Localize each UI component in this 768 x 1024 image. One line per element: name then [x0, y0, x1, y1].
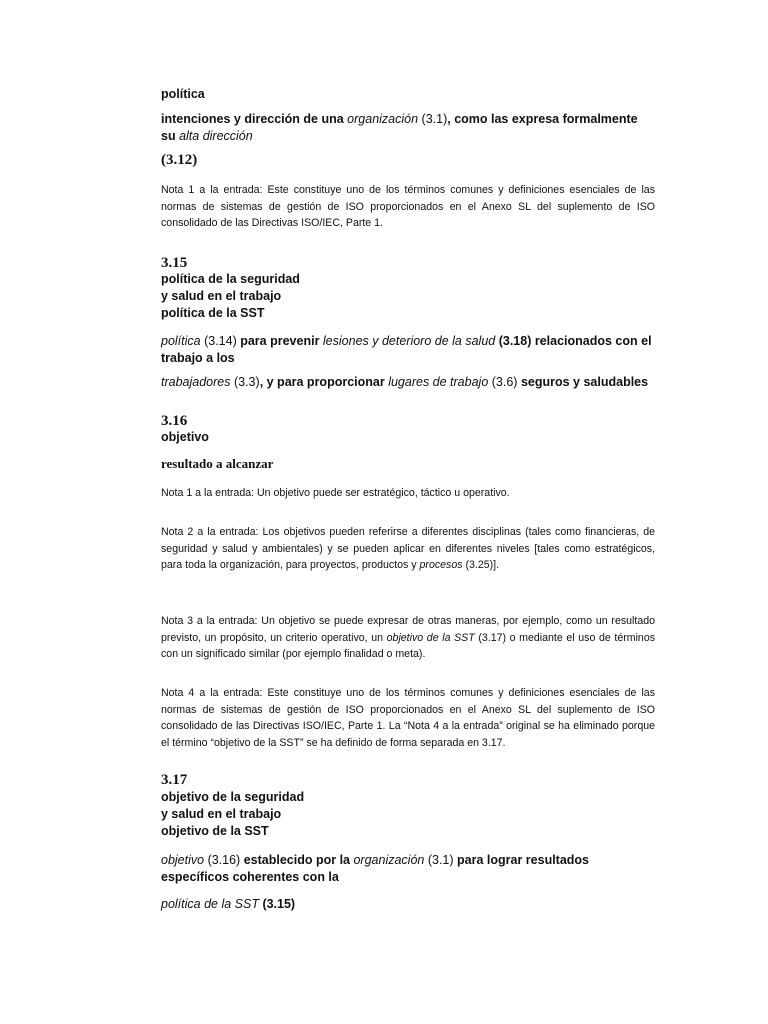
- term-politica: [161, 86, 655, 103]
- def-ref: (3.18): [495, 334, 532, 348]
- note-3-objetivo: [161, 613, 655, 663]
- clause-number-3-16: 3.16: [161, 413, 188, 429]
- definition-politica-sst: [161, 333, 655, 367]
- note-italic: objetivo de la SST: [386, 631, 475, 644]
- term-line: objetivo de la SST: [161, 824, 269, 838]
- def-text: para lograr resultados específicos coherentes con la: [161, 853, 590, 884]
- term-line: y salud en el trabajo: [161, 807, 282, 821]
- definition-politica: [161, 111, 655, 145]
- note-4-objetivo: Nota 4 a la entrada: Este constituye uno de los términos comunes y definiciones esenciales de las normas de sistemas de gestión de ISO proporcionados en el Anexo SL del suplemento de ISO consolidado de las Directivas ISO/IEC, Parte 1. La “Nota 4 a la entrada” original se ha eliminado porque el término “objetivo de la SST” se ha definido de forma separada en 3.17.: [161, 687, 655, 749]
- term-line: política de la seguridad: [161, 272, 300, 286]
- term-objetivo: objetivo: [161, 430, 209, 444]
- def-italic: organización: [347, 112, 419, 126]
- def-italic: organización: [353, 853, 425, 867]
- definition-objetivo-sst: [161, 852, 655, 886]
- def-ref: (3.14): [200, 334, 237, 348]
- def-ref: (3.15): [258, 897, 296, 911]
- def-ref: (3.16): [204, 853, 241, 867]
- def-text: , como las expresa formalmente su: [161, 112, 638, 143]
- def-text: intenciones y dirección de una: [161, 112, 348, 126]
- def-ref: (3.1): [424, 853, 454, 867]
- definition-objetivo: resultado a alcanzar: [161, 456, 274, 471]
- note-text: Nota 2 a la entrada: Los objetivos pueden referirse a diferentes disciplinas (tales como financieras, de seguridad y salud y ambientales) y se pueden aplicar en diferentes niveles [tales como estratégicos, para toda la organización, para proyectos, productos y: [161, 526, 655, 571]
- def-italic: alta dirección: [179, 129, 253, 143]
- clause-number-3-15: 3.15: [161, 255, 188, 271]
- def-italic: lugares de trabajo: [388, 375, 489, 389]
- def-italic: trabajadores: [161, 375, 231, 389]
- def-text: , y para proporcionar: [259, 375, 389, 389]
- note-text: (3.25)].: [462, 559, 500, 571]
- def-ref: (3.6): [488, 375, 518, 389]
- note-1-objetivo: Nota 1 a la entrada: Un objetivo puede ser estratégico, táctico u operativo.: [161, 487, 510, 499]
- definition-objetivo-sst-cont: [161, 896, 655, 913]
- note-text: (3.17) o mediante el uso de términos con un significado similar (por ejemplo finalidad o meta).: [161, 631, 656, 660]
- def-italic: objetivo: [161, 853, 205, 867]
- clause-number-3-17: 3.17: [161, 772, 188, 788]
- term-politica-sst: [161, 271, 655, 322]
- note-2-objetivo: [161, 524, 655, 574]
- note-1-politica: Nota 1 a la entrada: Este constituye uno de los términos comunes y definiciones esenciales de las normas de sistemas de gestión de ISO proporcionados en el Anexo SL del suplemento de ISO consolidado de las Directivas ISO/IEC, Parte 1.: [161, 184, 655, 229]
- note-italic: procesos: [419, 559, 463, 571]
- def-text: relacionados con el trabajo a los: [161, 334, 652, 365]
- def-text: establecido por la: [240, 853, 354, 867]
- term-line: y salud en el trabajo: [161, 289, 282, 303]
- def-text: seguros y saludables: [517, 375, 649, 389]
- def-text: para prevenir: [236, 334, 323, 348]
- term-line: política de la SST: [161, 306, 265, 320]
- reference-3-12: [161, 151, 655, 169]
- def-italic: lesiones y deterioro de la salud: [322, 334, 496, 348]
- definition-politica-sst-cont: [161, 374, 655, 391]
- term-text: política: [161, 87, 205, 101]
- def-ref: (3.1): [418, 112, 448, 126]
- term-line: objetivo de la seguridad: [161, 790, 305, 804]
- def-italic: política: [161, 334, 201, 348]
- def-italic: política de la SST: [161, 897, 259, 911]
- ref-text: (3.12): [161, 152, 198, 168]
- term-objetivo-sst: [161, 789, 655, 840]
- note-text: Nota 3 a la entrada: Un objetivo se puede expresar de otras maneras, por ejemplo, como un resultado previsto, un propósito, un criterio operativo, un: [161, 615, 655, 644]
- def-ref: (3.3): [230, 375, 260, 389]
